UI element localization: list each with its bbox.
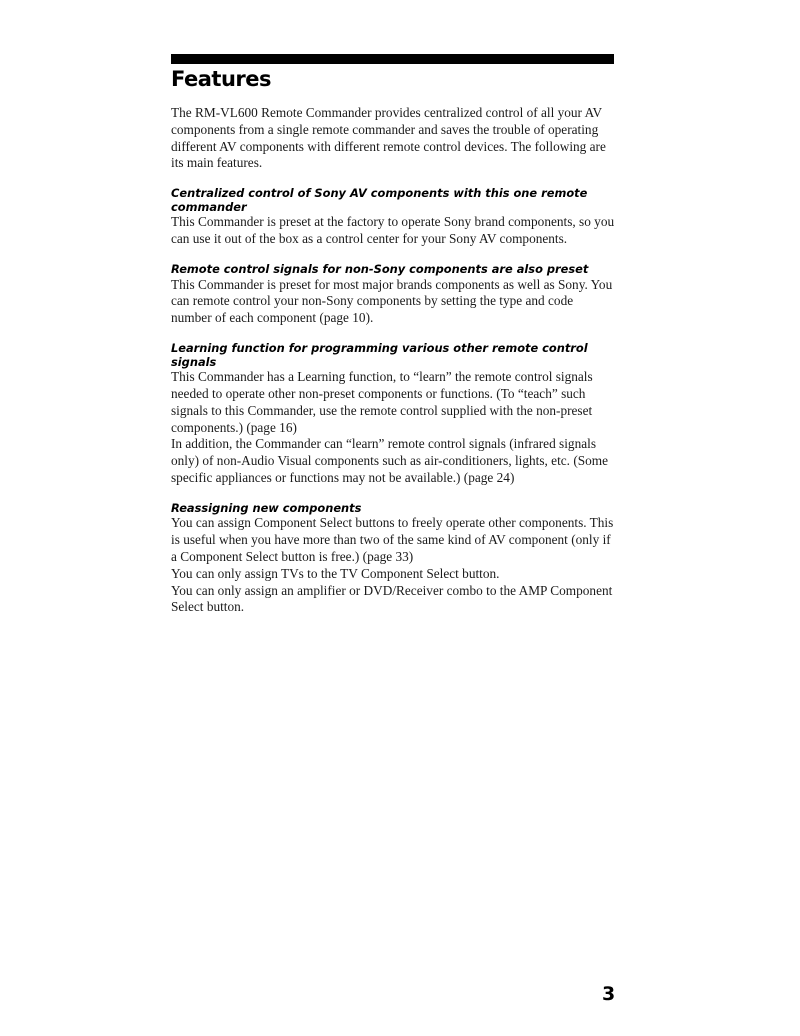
features-content (171, 105, 616, 631)
page-title: Features (171, 67, 271, 91)
section-heading: Learning function for programming various other remote control signals (171, 340, 588, 369)
section-paragraph: This Commander is preset for most major brands components as well as Sony. You can remote control your non-Sony components by setting the type and code number of each component (page 10). (171, 276, 613, 326)
section-heading: Remote control signals for non-Sony components are also preset (171, 261, 589, 276)
section-paragraph: You can only assign TVs to the TV Component Select button. (171, 565, 500, 581)
section-heading: Centralized control of Sony AV components with this one remote commander (171, 186, 588, 214)
feature-section-non-sony-preset (171, 263, 616, 327)
section-paragraph: You can only assign an amplifier or DVD/Receiver combo to the AMP Component Select button. (171, 582, 613, 615)
section-paragraph: This Commander has a Learning function, to “learn” the remote control signals needed to operate other non-preset components or functions. (To “teach” such signals to this Commander, use the remote control supplied with the non-preset components.) (page 16) (171, 369, 593, 435)
header-rule (171, 54, 614, 64)
feature-section-learning-function (171, 342, 616, 487)
section-paragraph: This Commander is preset at the factory to operate Sony brand components, so you can use it out of the box as a control center for your Sony AV components. (171, 214, 615, 247)
feature-section-reassigning-components (171, 502, 616, 616)
feature-section-centralized-control (171, 187, 616, 248)
section-paragraph: In addition, the Commander can “learn” remote control signals (infrared signals only) of non-Audio Visual components such as air-conditioners, lights, etc. (Some specific appliances or functions may not be available.) (page 24) (171, 436, 609, 485)
section-paragraph: You can assign Component Select buttons to freely operate other components. This is useful when you have more than two of the same kind of AV component (only if a Component Select button is free.) (page 33) (171, 515, 614, 564)
section-heading: Reassigning new components (171, 500, 362, 515)
intro-paragraph: The RM-VL600 Remote Commander provides centralized control of all your AV components from a single remote commander and saves the trouble of operating different AV components with different remote control devices. The following are its main features. (171, 105, 606, 171)
page-number: 3 (602, 983, 616, 1005)
